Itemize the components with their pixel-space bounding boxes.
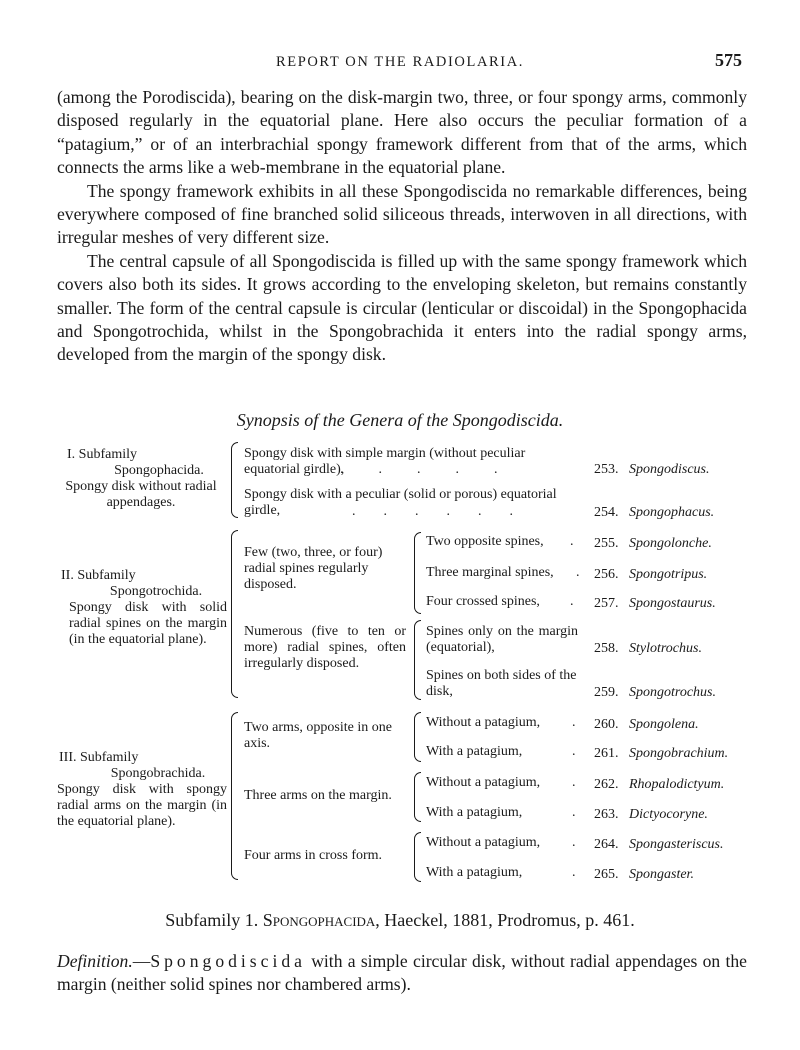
definition-text: with a simple circular disk, without radial appendages on the margin (neither solid spines nor chambered arms). [57,951,747,995]
paragraph-2: The spongy framework exhibits in all these Spongodiscida no remarkable differences, being everywhere composed of fine branched solid siliceous threads, interwoven in all directions, with irregular meshes of very different size. [57,180,747,248]
leader-dots-1: . . . . . [340,462,498,477]
paragraph-1: (among the Porodiscida), bearing on the disk-margin two, three, or four spongy arms, commonly disposed regularly in the equatorial plane. Here also occurs the peculiar formation of a “patagium,” or of an interbrachial spongy framework different from that of the arms, which connects the arms like a web-membrane in the equatorial plane. [57,87,747,178]
subfamily-1-taxon: Spongophacida. [114,463,204,478]
group-3: Few (two, three, or four) radial spines regularly disposed. [244,545,383,592]
leader-dot: . [570,534,574,549]
genus-number: 256. [594,567,619,582]
subfamily-3-desc: Spongy disk with spongy radial arms on the margin (in the equatorial plane). [57,782,227,829]
subfamily-3 [55,750,227,830]
group-2: Spongy disk with a peculiar (solid or porous) equatorial girdle, [244,487,557,518]
subfamily-2-desc: Spongy disk with solid radial spines on the margin (in the equatorial plane). [69,600,227,647]
bracket-sub2 [231,530,238,698]
subfamily-heading-name: Spongophacida [262,910,376,930]
genus-name: Spongolonche. [629,536,712,551]
leader-dot: . [572,715,576,730]
option-9: With a patagium, [426,805,523,820]
subfamily-heading-prefix: Subfamily 1. [165,910,259,930]
genus-name: Spongasteriscus. [629,837,724,852]
genus-name: Spongotripus. [629,567,708,582]
option-7: With a patagium, [426,744,523,759]
subfamily-2-name: II. Subfamily [61,568,136,583]
genus-name: Spongophacus. [629,505,715,520]
leader-dots-2: . . . . . . [352,504,513,519]
subfamily-3-name: III. Subfamily [59,750,139,765]
subfamily-1 [55,447,227,511]
genus-number: 259. [594,685,619,700]
genus-name: Spongodiscus. [629,462,710,477]
bracket-sub3 [231,712,238,880]
genus-number: 262. [594,777,619,792]
subfamily-3-taxon: Spongobrachida. [110,766,206,781]
genus-name: Spongotrochus. [629,685,716,700]
group-4: Numerous (five to ten or more) radial spines, often irregularly disposed. [244,624,406,671]
leader-dot: . [572,865,576,880]
option-6: Without a patagium, [426,715,541,730]
leader-dot: . [572,805,576,820]
group-1: Spongy disk with simple margin (without peculiar equatorial girdle), [244,446,526,477]
option-3: Four crossed spines, [426,594,540,609]
genus-name: Rhopalodictyum. [629,777,725,792]
subfamily-heading-rest: , Haeckel, 1881, Prodromus, p. 461. [375,910,635,930]
bracket-sub1 [231,442,238,518]
option-1: Two opposite spines, [426,534,544,549]
leader-dot: . [576,565,580,580]
bracket-group4 [414,620,421,700]
genus-number: 258. [594,641,619,656]
subfamily-heading [0,910,800,931]
page-number: 575 [715,50,742,70]
group-7: Four arms in cross form. [244,848,383,863]
genus-number: 265. [594,867,619,882]
genus-number: 254. [594,505,619,520]
bracket-group7 [414,832,421,882]
genus-name: Spongolena. [629,717,699,732]
leader-dot: . [572,835,576,850]
subfamily-2 [55,568,227,648]
bracket-group5 [414,712,421,762]
genus-number: 261. [594,746,619,761]
group-5: Two arms, opposite in one axis. [244,720,392,751]
definition-dash: — [132,951,151,971]
running-title: REPORT ON THE RADIOLARIA. [275,54,525,70]
genus-number: 263. [594,807,619,822]
definition-term: Spongodiscida [150,951,306,971]
option-2: Three marginal spines, [426,565,554,580]
bracket-group6 [414,772,421,822]
genus-number: 260. [594,717,619,732]
genus-name: Dictyocoryne. [629,807,708,822]
subfamily-1-desc: Spongy disk without radial appendages. [65,479,217,510]
genus-number: 257. [594,596,619,611]
genus-name: Spongostaurus. [629,596,716,611]
option-10: Without a patagium, [426,835,541,850]
paragraph-3: The central capsule of all Spongodiscida is filled up with the same spongy framework which covers also both its sides. It grows according to the enveloping skeleton, but remains constantly smaller. The form of the central capsule is circular (lenticular or discoidal) in the Spongophacida and Spongotrochida, whilst in the Spongobrachida it enters into the radial spongy arms, developed from the margin of the spongy disk. [57,250,747,365]
definition [57,950,747,997]
option-8: Without a patagium, [426,775,541,790]
option-4: Spines only on the margin (equatorial), [426,624,578,655]
genus-name: Spongaster. [629,867,694,882]
definition-label: Definition. [57,951,133,971]
body-text [57,86,747,367]
genus-number: 255. [594,536,619,551]
genus-name: Stylotrochus. [629,641,702,656]
subfamily-1-name: I. Subfamily [67,447,137,462]
option-11: With a patagium, [426,865,523,880]
genus-number: 253. [594,462,619,477]
genus-number: 264. [594,837,619,852]
leader-dot: . [572,744,576,759]
synopsis-title: Synopsis of the Genera of the Spongodiscida. [236,410,564,430]
genus-name: Spongobrachium. [629,746,729,761]
subfamily-2-taxon: Spongotrochida. [109,584,203,599]
leader-dot: . [572,775,576,790]
bracket-group3 [414,532,421,614]
leader-dot: . [570,594,574,609]
option-5: Spines on both sides of the disk, [426,668,577,699]
group-6: Three arms on the margin. [244,788,392,803]
